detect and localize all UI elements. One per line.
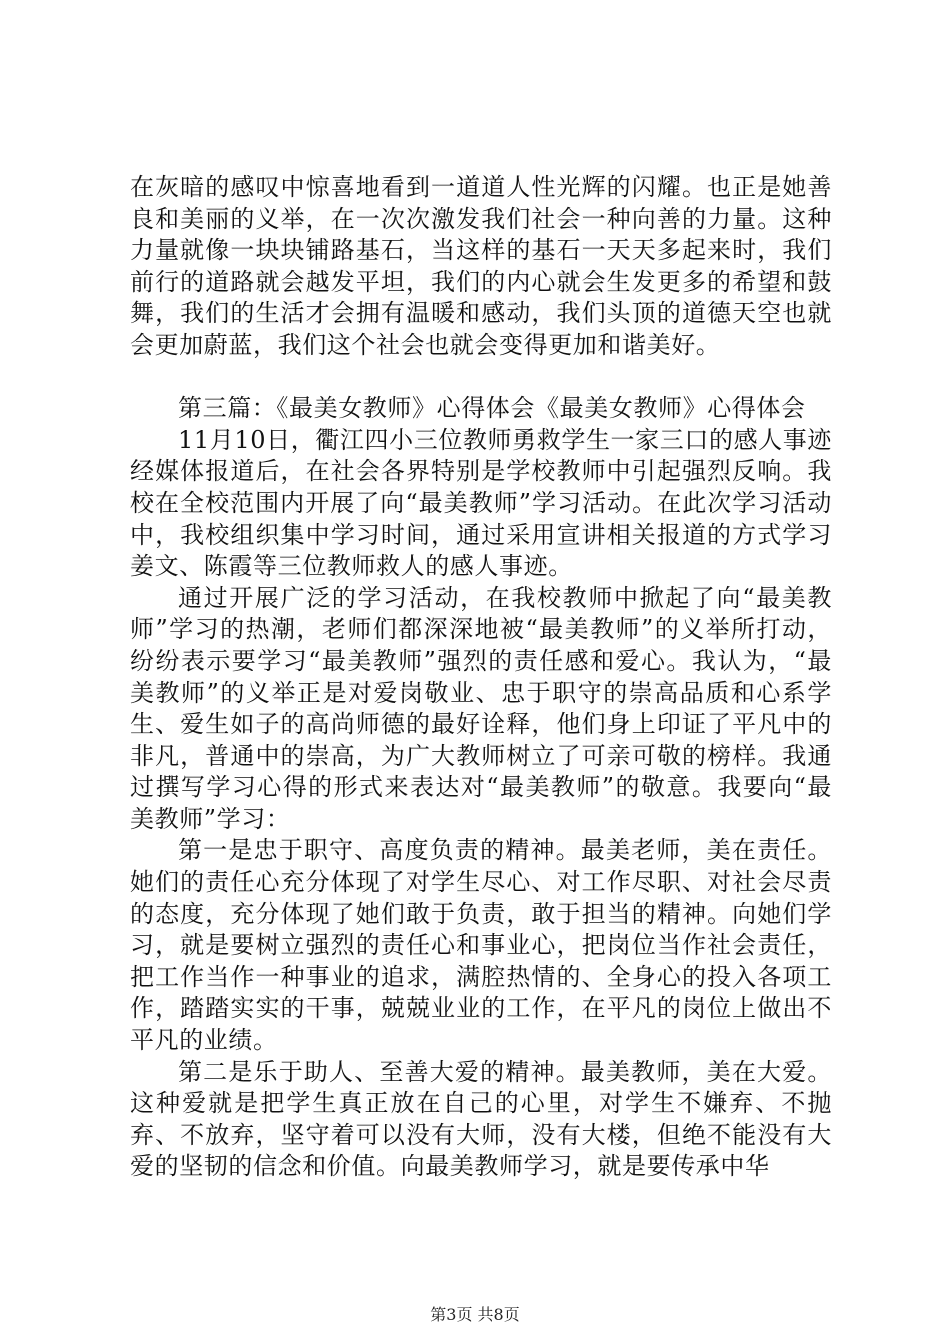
paragraph-second-point: 第二是乐于助人、至善大爱的精神。最美教师，美在大爱。这种爱就是把学生真正放在自己的心里，对学生不嫌弃、不抛弃、不放弃，坚守着可以没有大师，没有大楼，但绝不能没有大爱的坚韧的信念和价值。向最美教师学习，就是要传承中华 <box>130 1057 832 1181</box>
paragraph-intro: 11月10日，衢江四小三位教师勇救学生一家三口的感人事迹经媒体报道后，在社会各界特别是学校教师中引起强烈反响。我校在全校范围内开展了向“最美教师”学习活动。在此次学习活动中，我校组织集中学习时间，通过采用宣讲相关报道的方式学习姜文、陈霞等三位教师救人的感人事迹。 <box>130 425 832 581</box>
paragraph-continuation: 在灰暗的感叹中惊喜地看到一道道人性光辉的闪耀。也正是她善良和美丽的义举，在一次次激发我们社会一种向善的力量。这种力量就像一块块铺路基石，当这样的基石一天天多起来时，我们前行的道路就会越发平坦，我们的内心就会生发更多的希望和鼓舞，我们的生活才会拥有温暖和感动，我们头顶的道德天空也就会更加蔚蓝，我们这个社会也就会变得更加和谐美好。 <box>130 173 832 359</box>
section-heading: 第三篇：《最美女教师》心得体会《最美女教师》心得体会 <box>178 394 806 423</box>
paragraph-learning: 通过开展广泛的学习活动，在我校教师中掀起了向“最美教师”学习的热潮，老师们都深深地被“最美教师”的义举所打动，纷纷表示要学习“最美教师”强烈的责任感和爱心。我认为，“最美教师”的义举正是对爱岗敬业、忠于职守的崇高品质和心系学生、爱生如子的高尚师德的最好诠释，他们身上印证了平凡中的非凡，普通中的崇高，为广大教师树立了可亲可敬的榜样。我通过撰写学习心得的形式来表达对“最美教师”的敬意。我要向“最美教师”学习： <box>130 583 832 833</box>
page-number-footer: 第3页 共8页 <box>430 1305 520 1324</box>
document-body <box>130 172 832 1183</box>
paragraph-first-point: 第一是忠于职守、高度负责的精神。最美老师，美在责任。她们的责任心充分体现了对学生尽心、对工作尽职、对社会尽责的态度，充分体现了她们敢于负责，敢于担当的精神。向她们学习，就是要树立强烈的责任心和事业心，把岗位当作社会责任，把工作当作一种事业的追求，满腔热情的、全身心的投入各项工作，踏踏实实的干事，兢兢业业的工作，在平凡的岗位上做出不平凡的业绩。 <box>130 836 832 1055</box>
